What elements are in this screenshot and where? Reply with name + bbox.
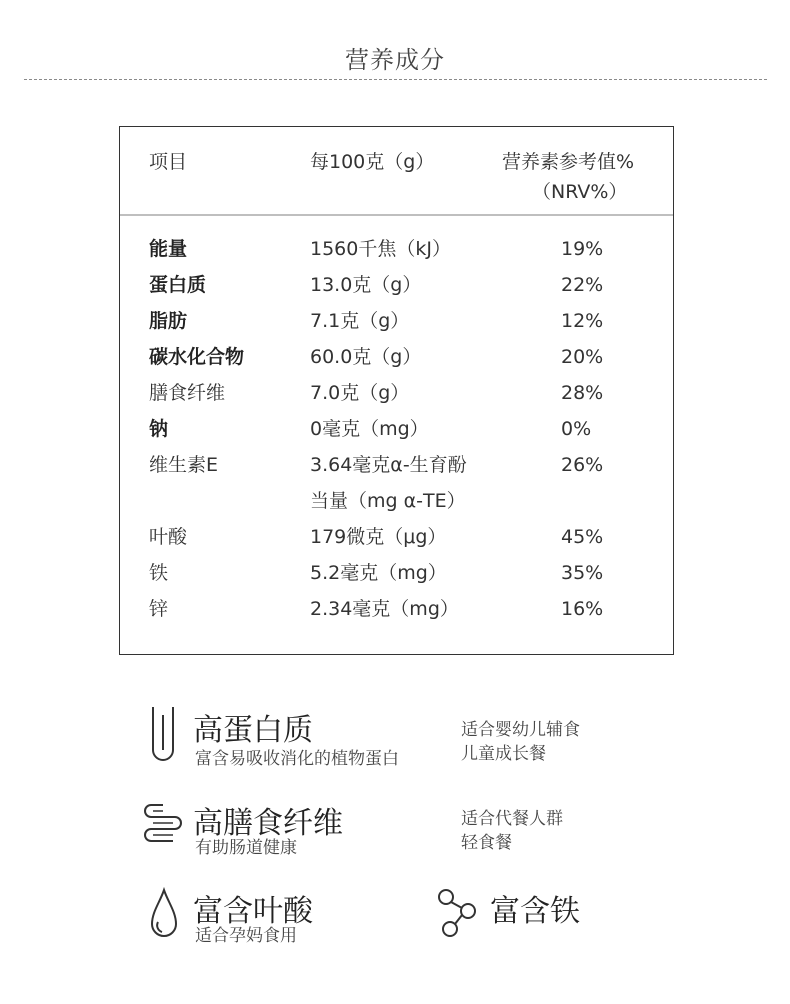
nutrition-table xyxy=(119,126,674,655)
row-name: 叶酸 xyxy=(149,526,188,548)
row-amount: 7.1克（g） xyxy=(310,310,410,332)
feature-title: 富含铁 xyxy=(490,894,580,929)
row-amount: 3.64毫克α-生育酚 xyxy=(310,454,467,476)
row-amount: 13.0克（g） xyxy=(310,274,422,296)
table-row xyxy=(120,231,673,267)
row-nrv: 16% xyxy=(561,598,604,620)
page-title: 营养成分 xyxy=(345,46,445,74)
row-amount-line2: 当量（mg α-TE） xyxy=(310,490,466,512)
row-nrv: 12% xyxy=(561,310,604,332)
header-divider xyxy=(120,214,673,216)
droplet-icon xyxy=(150,888,178,940)
row-amount: 1560千焦（kJ） xyxy=(310,238,451,260)
feature-subtitle: 富含易吸收消化的植物蛋白 xyxy=(195,749,399,769)
row-nrv: 26% xyxy=(561,454,604,476)
feature-note-line1: 适合婴幼儿辅食 xyxy=(461,720,580,740)
table-row xyxy=(120,303,673,339)
table-row xyxy=(120,555,673,591)
test-tube-icon xyxy=(148,705,178,765)
row-name: 钠 xyxy=(149,418,169,440)
table-row xyxy=(120,591,673,627)
feature-note-line2: 儿童成长餐 xyxy=(461,744,546,764)
row-name: 蛋白质 xyxy=(149,274,207,296)
title-divider xyxy=(24,79,767,80)
row-nrv: 22% xyxy=(561,274,604,296)
header-item: 项目 xyxy=(149,151,188,173)
row-amount: 5.2毫克（mg） xyxy=(310,562,447,584)
table-row xyxy=(120,519,673,555)
feature-title: 高膳食纤维 xyxy=(193,806,343,841)
feature-title: 富含叶酸 xyxy=(193,894,313,929)
row-nrv: 45% xyxy=(561,526,604,548)
header-per100: 每100克（g） xyxy=(310,151,435,173)
row-amount: 2.34毫克（mg） xyxy=(310,598,459,620)
feature-note-line1: 适合代餐人群 xyxy=(461,809,563,829)
table-row xyxy=(120,447,673,519)
feature-title: 高蛋白质 xyxy=(193,713,313,748)
row-nrv: 35% xyxy=(561,562,604,584)
row-amount: 7.0克（g） xyxy=(310,382,410,404)
row-amount: 0毫克（mg） xyxy=(310,418,429,440)
table-row xyxy=(120,339,673,375)
table-row xyxy=(120,267,673,303)
row-amount: 60.0克（g） xyxy=(310,346,422,368)
row-name: 铁 xyxy=(149,562,169,584)
row-name: 能量 xyxy=(149,238,188,260)
row-nrv: 28% xyxy=(561,382,604,404)
header-nrv-line1: 营养素参考值% xyxy=(502,151,635,173)
row-amount: 179微克（μg） xyxy=(310,526,447,548)
row-name: 维生素E xyxy=(149,454,219,476)
row-name: 脂肪 xyxy=(149,310,188,332)
row-nrv: 19% xyxy=(561,238,604,260)
intestine-icon xyxy=(143,803,183,849)
table-row xyxy=(120,411,673,447)
table-row xyxy=(120,375,673,411)
row-name: 膳食纤维 xyxy=(149,382,226,404)
row-name: 锌 xyxy=(149,598,169,620)
feature-note-line2: 轻食餐 xyxy=(461,833,512,853)
feature-subtitle: 有助肠道健康 xyxy=(195,838,297,858)
header-nrv-line2: （NRV%） xyxy=(532,181,628,203)
row-name: 碳水化合物 xyxy=(149,346,245,368)
feature-subtitle: 适合孕妈食用 xyxy=(195,926,297,946)
row-nrv: 0% xyxy=(561,418,592,440)
row-nrv: 20% xyxy=(561,346,604,368)
molecule-icon xyxy=(436,888,478,938)
